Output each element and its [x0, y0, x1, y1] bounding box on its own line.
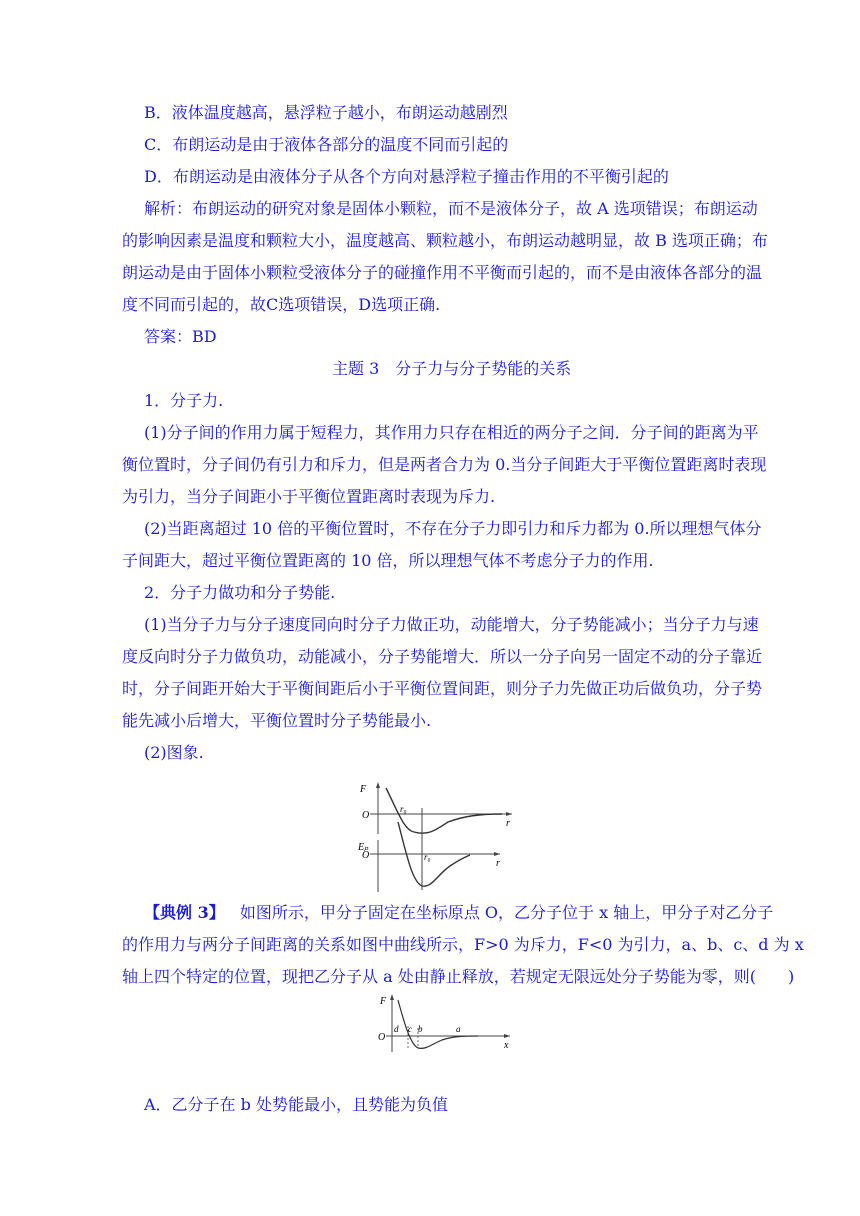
fig2-point-d: d [394, 1024, 399, 1034]
option-b: B．液体温度越高，悬浮粒子越小，布朗运动越剧烈 [144, 103, 508, 122]
sec1-p1-line-3: 为引力，当分子间距小于平衡位置距离时表现为斥力. [122, 487, 496, 506]
sec1-p2-line-1: (2)当距离超过 10 倍的平衡位置时，不存在分子力即引力和斥力都为 0.所以理想气体分 [144, 519, 762, 538]
force-origin: O [362, 810, 370, 821]
fig2-point-a: a [456, 1024, 461, 1034]
sec2-p1-line-3: 时，分子间距开始大于平衡间距后小于平衡位置间距，则分子力先做正功后做负功，分子势 [122, 679, 763, 698]
option-d: D．布朗运动是由液体分子从各个方向对悬浮粒子撞击作用的不平衡引起的 [144, 167, 669, 186]
analysis-line-3: 朗运动是由于固体小颗粒受液体分子的碰撞作用不平衡而引起的，而不是由液体各部分的温 [122, 263, 763, 282]
example-line-2: 的作用力与两分子间距离的关系如图中曲线所示，F>0 为斥力，F<0 为引力，a、b、c、d 为 x [122, 935, 804, 954]
fig2-origin: O [378, 1032, 386, 1043]
example-line-1-text: 如图所示，甲分子固定在坐标原点 O，乙分子位于 x 轴上，甲分子对乙分子 [239, 903, 774, 922]
force-distance-figure [374, 992, 514, 1054]
fig2-point-b: b [418, 1024, 423, 1034]
fig2-xlabel: x [504, 1040, 509, 1051]
sec1-p2-line-2: 子间距大，超过平衡位置距离的 10 倍，所以理想气体不考虑分子力的作用. [122, 551, 654, 570]
option-c: C．布朗运动是由于液体各部分的温度不同而引起的 [144, 135, 509, 154]
sec2-p1-line-4: 能先减小后增大，平衡位置时分子势能最小. [122, 711, 432, 730]
force-ylabel: F [360, 784, 367, 795]
potential-ylabel: Eₚ [358, 842, 369, 853]
example-line-3: 轴上四个特定的位置，现把乙分子从 a 处由静止释放，若规定无限远处分子势能为零，则( ) [122, 967, 795, 986]
potential-r0-label: r₀ [424, 852, 431, 862]
potential-xlabel: r [496, 858, 500, 869]
section-2-heading: 2．分子力做功和分子势能. [144, 583, 336, 602]
sec2-p2-heading: (2)图象. [144, 743, 204, 762]
example-line-1 [144, 902, 773, 924]
potential-origin: O [362, 850, 370, 861]
force-xlabel: r [506, 818, 510, 829]
example-tag: 【典例 3】 [144, 903, 225, 922]
sec2-p1-line-1: (1)当分子力与分子速度同向时分子力做正功，动能增大，分子势能减小；当分子力与速 [144, 615, 759, 634]
option-a: A．乙分子在 b 处势能最小，且势能为负值 [144, 1095, 448, 1114]
topic-title: 主题 3 分子力与分子势能的关系 [332, 359, 572, 378]
fig2-ylabel: F [380, 996, 387, 1007]
force-potential-figure [340, 782, 520, 894]
force-r0-label: r₀ [400, 804, 407, 814]
analysis-line-2: 的影响因素是温度和颗粒大小，温度越高、颗粒越小，布朗运动越明显，故 B 选项正确；布 [122, 231, 768, 250]
sec1-p1-line-2: 衡位置时，分子间仍有引力和斥力，但是两者合力为 0.当分子间距大于平衡位置距离时表现 [122, 455, 767, 474]
sec1-p1-line-1: (1)分子间的作用力属于短程力，其作用力只存在相近的两分子之间．分子间的距离为平 [144, 423, 759, 442]
force-graph [359, 782, 512, 834]
analysis-line-4: 度不同而引起的，故C选项错误，D选项正确. [122, 295, 441, 314]
sec2-p1-line-2: 度反向时分子力做负功，动能减小，分子势能增大．所以一分子向另一固定不动的分子靠近 [122, 647, 763, 666]
analysis-line-1: 解析：布朗运动的研究对象是固体小颗粒，而不是液体分子，故 A 选项错误；布朗运动 [144, 199, 758, 218]
answer: 答案：BD [144, 327, 217, 346]
fig2-point-c: c [408, 1024, 412, 1034]
section-1-heading: 1．分子力. [144, 391, 224, 410]
